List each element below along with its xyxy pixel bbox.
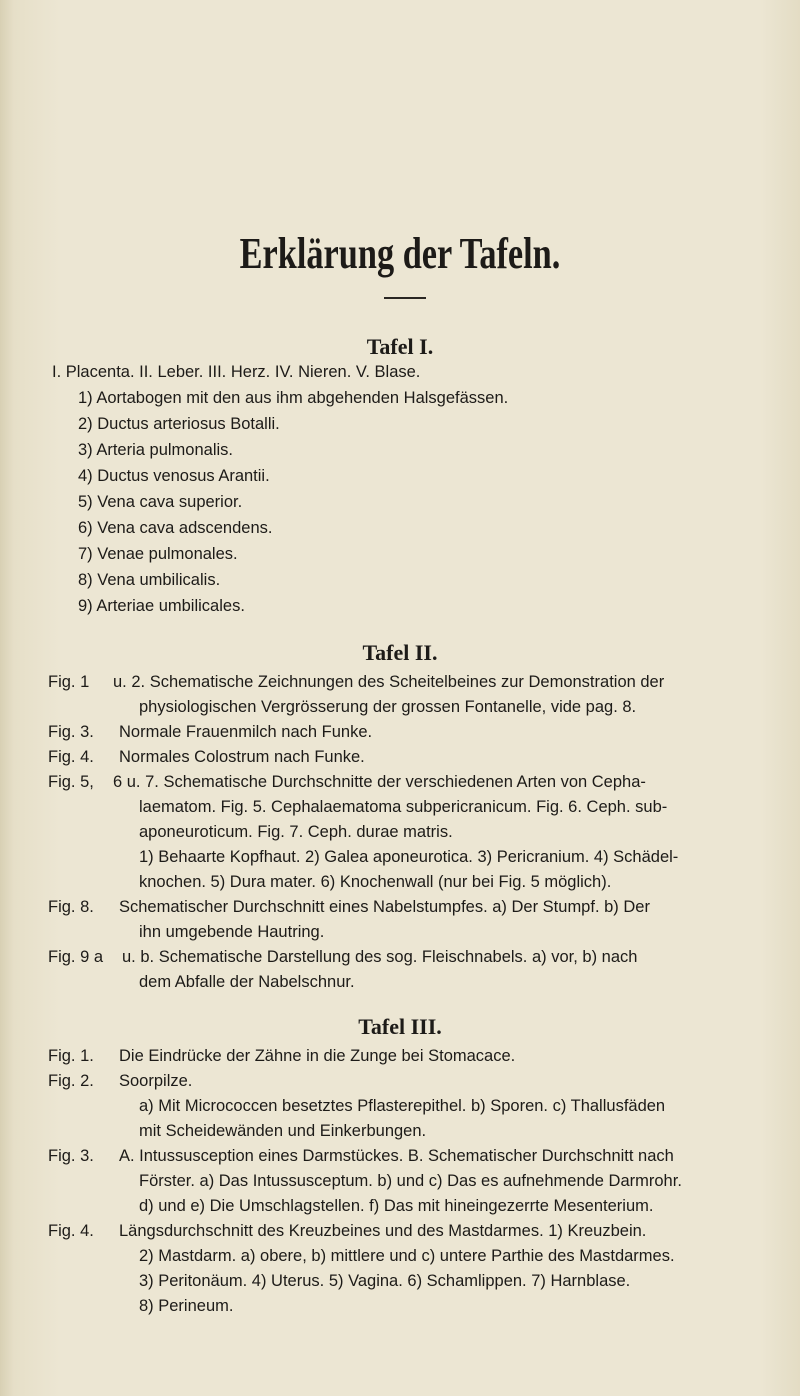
figure-text: Die Eindrücke der Zähne in die Zunge bei Stomacace. (119, 1047, 516, 1065)
figure-text: d) und e) Die Umschlagstellen. f) Das mit hineingezerrte Mesenterium. (139, 1197, 654, 1215)
figure-text: a) Mit Micrococcen besetztes Pflasterepithel. b) Sporen. c) Thallusfäden (139, 1097, 666, 1115)
figure-text: Normale Frauenmilch nach Funke. (119, 723, 373, 741)
figure-text: 3) Peritonäum. 4) Uterus. 5) Vagina. 6) Schamlippen. 7) Harnblase. (139, 1272, 631, 1290)
figure-label: Fig. 3. (48, 1147, 94, 1165)
figure-text: 2) Mastdarm. a) obere, b) mittlere und c) untere Parthie des Mastdarmes. (139, 1247, 675, 1265)
figure-text: knochen. 5) Dura mater. 6) Knochenwall (nur bei Fig. 5 möglich). (139, 873, 612, 891)
tafel-1-intro: I. Placenta. II. Leber. III. Herz. IV. Nieren. V. Blase. (52, 363, 421, 381)
tafel-1-item: 9) Arteriae umbilicales. (78, 597, 245, 615)
figure-text: Längsdurchschnitt des Kreuzbeines und des Mastdarmes. 1) Kreuzbein. (119, 1222, 647, 1240)
tafel-1-item: 6) Vena cava adscendens. (78, 519, 273, 537)
tafel-1-heading: Tafel I. (366, 334, 434, 359)
tafel-1-item: 1) Aortabogen mit den aus ihm abgehenden Halsgefässen. (78, 389, 509, 407)
figure-label: Fig. 8. (48, 898, 94, 916)
figure-text: Normales Colostrum nach Funke. (119, 748, 365, 766)
figure-text: Schematischer Durchschnitt eines Nabelstumpfes. a) Der Stumpf. b) Der (119, 898, 650, 916)
page-title: Erklärung der Tafeln. (239, 229, 561, 278)
figure-text: dem Abfalle der Nabelschnur. (139, 973, 355, 991)
figure-label: Fig. 2. (48, 1072, 94, 1090)
figure-text: Förster. a) Das Intussusceptum. b) und c) Das es aufnehmende Darmrohr. (139, 1172, 682, 1190)
tafel-1-item: 5) Vena cava superior. (78, 493, 243, 511)
tafel-3-heading: Tafel III. (358, 1014, 442, 1039)
tafel-1-item: 2) Ductus arteriosus Botalli. (78, 415, 280, 433)
tafel-1-item: 8) Vena umbilicalis. (78, 571, 221, 589)
tafel-1-item: 4) Ductus venosus Arantii. (78, 467, 270, 485)
figure-text: A. Intussusception eines Darmstückes. B. Schematischer Durchschnitt nach (119, 1147, 674, 1165)
figure-label: Fig. 9 a (48, 948, 104, 966)
figure-text: 6 u. 7. Schematische Durchschnitte der verschiedenen Arten von Cepha- (113, 773, 646, 791)
figure-label: Fig. 1. (48, 1047, 94, 1065)
figure-text: 8) Perineum. (139, 1297, 234, 1315)
figure-label: Fig. 4. (48, 748, 94, 766)
tafel-2-heading: Tafel II. (362, 640, 438, 665)
figure-text: ihn umgebende Hautring. (139, 923, 325, 941)
figure-text: laematom. Fig. 5. Cephalaematoma subpericranicum. Fig. 6. Ceph. sub- (139, 798, 668, 816)
figure-text: u. 2. Schematische Zeichnungen des Scheitelbeines zur Demonstration der (113, 673, 665, 691)
figure-text: aponeuroticum. Fig. 7. Ceph. durae matris. (139, 823, 453, 841)
figure-label: Fig. 5, (48, 773, 94, 791)
figure-label: Fig. 3. (48, 723, 94, 741)
figure-label: Fig. 1 (48, 673, 90, 691)
figure-label: Fig. 4. (48, 1222, 94, 1240)
tafel-1-item: 3) Arteria pulmonalis. (78, 441, 233, 459)
figure-text: Soorpilze. (119, 1072, 193, 1090)
figure-text: physiologischen Vergrösserung der grossen Fontanelle, vide pag. 8. (139, 698, 637, 716)
tafel-1-item: 7) Venae pulmonales. (78, 545, 238, 563)
figure-text: 1) Behaarte Kopfhaut. 2) Galea aponeurotica. 3) Pericranium. 4) Schädel- (139, 848, 679, 866)
figure-text: mit Scheidewänden und Einkerbungen. (139, 1122, 427, 1140)
title-divider (384, 297, 426, 299)
figure-text: u. b. Schematische Darstellung des sog. Fleischnabels. a) vor, b) nach (122, 948, 638, 966)
